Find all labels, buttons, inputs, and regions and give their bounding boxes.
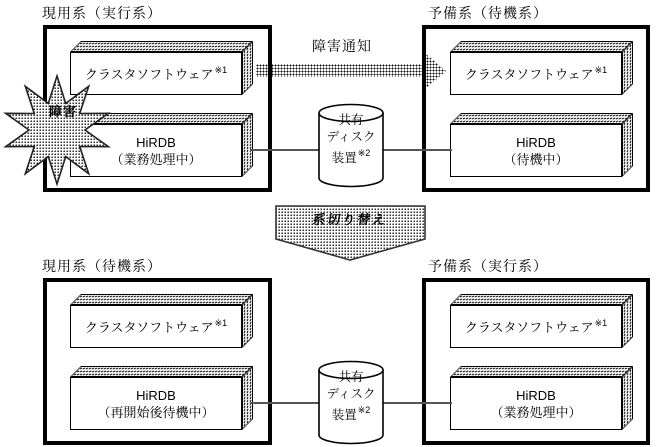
box-right-face bbox=[242, 366, 253, 430]
box-right-face bbox=[622, 113, 633, 177]
box-top-face bbox=[450, 41, 633, 52]
cluster-software-label: クラスタソフトウェア$^{※1}$ bbox=[464, 317, 608, 335]
box-front-face bbox=[450, 377, 622, 430]
cluster-software-label: クラスタソフトウェア$^{※1}$ bbox=[84, 64, 228, 82]
box-top-face bbox=[450, 113, 633, 124]
box-front-face bbox=[70, 305, 242, 348]
system-title-active-executing: 現用系（実行系） bbox=[42, 5, 162, 21]
box-front-face bbox=[450, 124, 622, 177]
system-title-standby-executing: 予備系（実行系） bbox=[428, 258, 548, 274]
frame-border-overlap bbox=[268, 62, 272, 80]
box-front-face bbox=[450, 52, 622, 95]
hirdb-status: （待機中） bbox=[503, 151, 569, 167]
box-right-face bbox=[242, 113, 253, 177]
failure-burst-label: 障害 bbox=[48, 104, 77, 119]
switchover-label: 系切り替え bbox=[310, 212, 389, 227]
shared-disk-label-top: 共有 ディスク 装置$^{※2}$ bbox=[326, 113, 376, 166]
footnote-ref-2: ※2 bbox=[357, 405, 371, 415]
hirdb-status: （業務処理中） bbox=[490, 404, 582, 420]
hirdb-status: （再開始後待機中） bbox=[97, 404, 215, 420]
box-front-face bbox=[70, 377, 242, 430]
box-top-face bbox=[450, 366, 633, 377]
footnote-ref-1: ※1 bbox=[214, 317, 228, 328]
frame-border-overlap bbox=[422, 54, 426, 88]
failure-burst-icon bbox=[0, 72, 114, 188]
hirdb-status: （業務処理中） bbox=[110, 151, 202, 167]
box-top-face bbox=[450, 294, 633, 305]
hirdb-label: HiRDB bbox=[516, 387, 556, 403]
footnote-ref-1: ※1 bbox=[594, 64, 608, 75]
hirdb-label: HiRDB bbox=[516, 134, 556, 150]
failure-notice-arrow-band bbox=[256, 64, 426, 77]
box-right-face bbox=[622, 366, 633, 430]
footnote-ref-1: ※1 bbox=[594, 317, 608, 328]
hirdb-label: HiRDB bbox=[136, 387, 176, 403]
hirdb-label: HiRDB bbox=[136, 134, 176, 150]
box-top-face bbox=[70, 294, 253, 305]
footnote-ref-2: ※2 bbox=[357, 148, 371, 158]
cluster-software-label: クラスタソフトウェア$^{※1}$ bbox=[464, 64, 608, 82]
system-title-active-waiting: 現用系（待機系） bbox=[42, 258, 162, 274]
box-top-face bbox=[70, 366, 253, 377]
system-title-standby-waiting: 予備系（待機系） bbox=[428, 5, 548, 21]
failure-notice-label: 障害通知 bbox=[312, 38, 372, 54]
footnote-ref-1: ※1 bbox=[214, 64, 228, 75]
cluster-software-label: クラスタソフトウェア$^{※1}$ bbox=[84, 317, 228, 335]
shared-disk-label-bottom: 共有 ディスク 装置$^{※2}$ bbox=[326, 370, 376, 423]
box-front-face bbox=[450, 305, 622, 348]
box-top-face bbox=[70, 41, 253, 52]
